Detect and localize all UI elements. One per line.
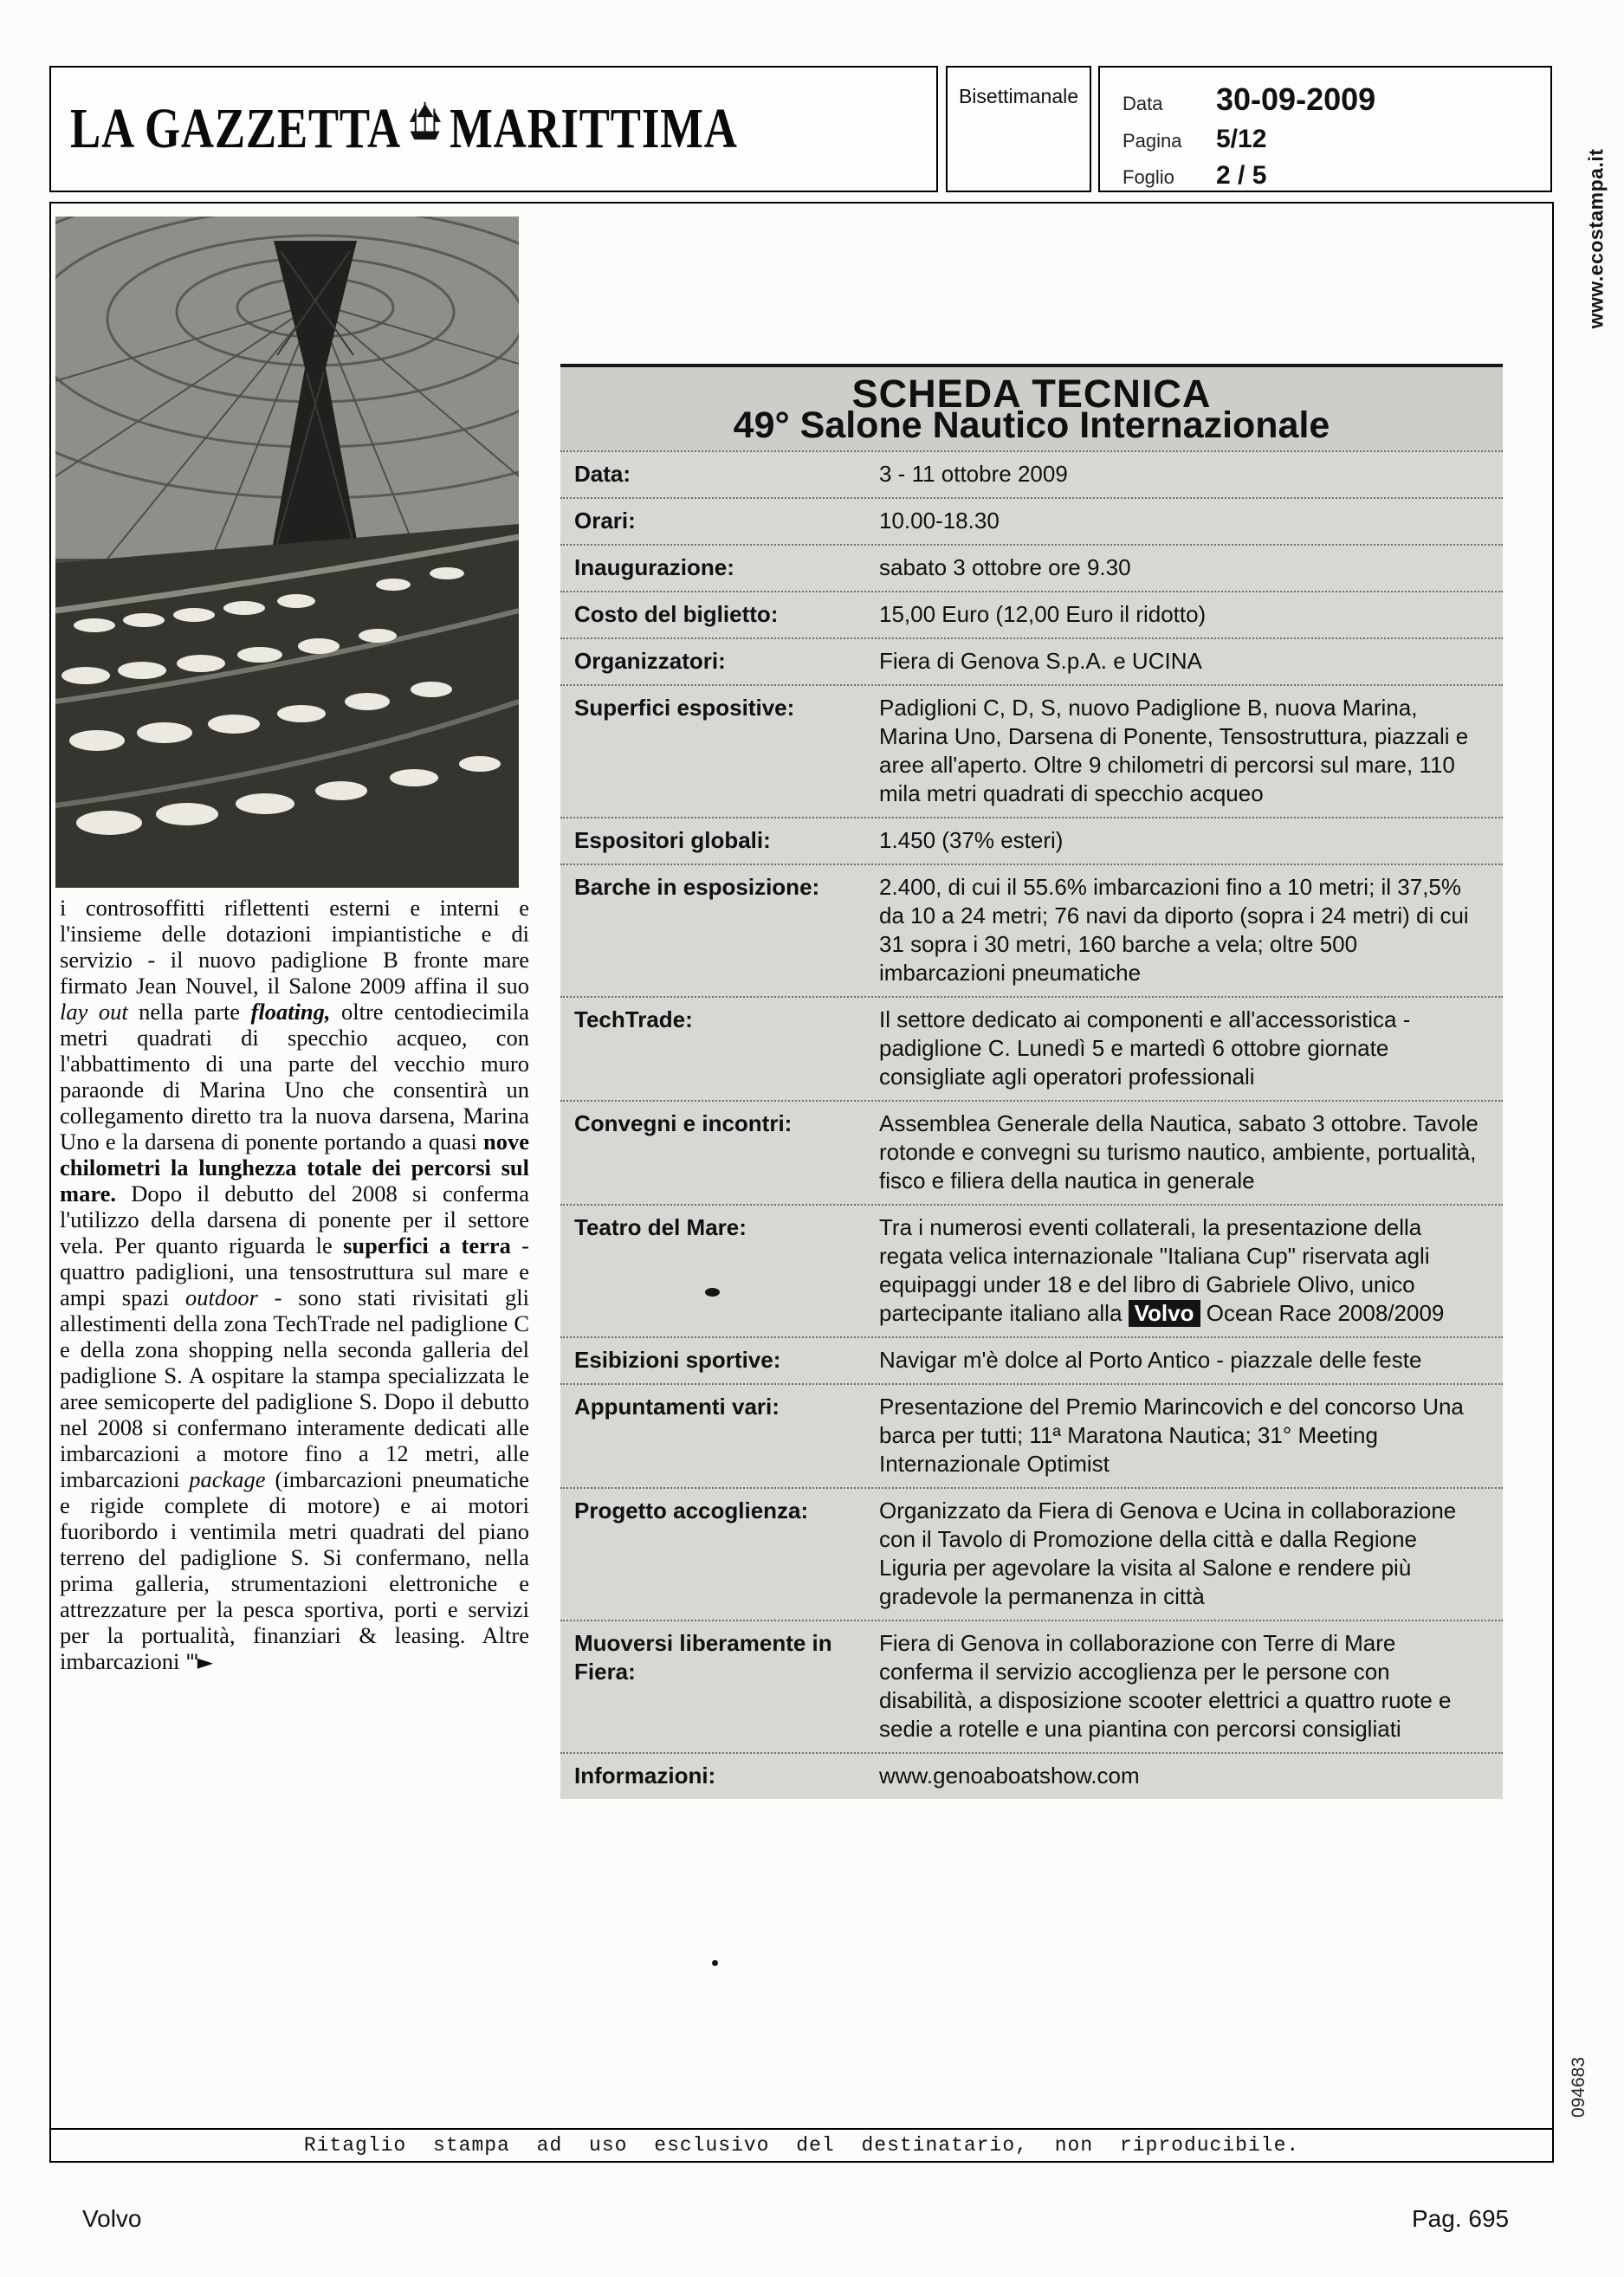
- article-segment: Dopo il debutto del 2008 si conferma l'utilizzo della darsena di ponente per il settore vela. Per quanto riguarda le: [60, 1181, 529, 1258]
- newspaper-title-left: LA GAZZETTA: [70, 97, 401, 160]
- sheet-title: SCHEDA TECNICA: [851, 372, 1212, 416]
- row-label: Muoversi liberamente in Fiera:: [574, 1630, 832, 1685]
- row-value: Fiera di Genova in collaborazione con Terre di Mare conferma il servizio accoglienza per le persone con disabilità, a disposizione scooter elettrici a quattro ruote e sedie a rotelle e una piantina con percorsi consigliati: [879, 1630, 1452, 1742]
- ink-speck: [712, 1960, 718, 1966]
- table-row: [560, 996, 1503, 1100]
- row-value: Padiglioni C, D, S, nuovo Padiglione B, nuova Marina, Marina Uno, Darsena di Ponente, Tensostruttura, piazzali e aree all'aperto. Oltre 9 chilometri di percorsi sul mare, 110 mila metri quadrati di specchio acqueo: [879, 695, 1469, 806]
- technical-sheet-header: [560, 367, 1503, 450]
- table-row: [560, 450, 1503, 497]
- table-row: [560, 1336, 1503, 1383]
- meta-row-date: [1123, 81, 1542, 118]
- table-row: [560, 497, 1503, 544]
- row-value: www.genoaboatshow.com: [879, 1763, 1140, 1789]
- row-value-text: Ocean Race 2008/2009: [1200, 1300, 1445, 1326]
- row-label: Data:: [574, 461, 631, 487]
- table-row-teatro-del-mare: [560, 1204, 1503, 1336]
- row-value: 3 - 11 ottobre 2009: [879, 461, 1068, 487]
- row-label: Orari:: [574, 508, 636, 534]
- table-row: [560, 1383, 1503, 1487]
- row-value: Organizzato da Fiera di Genova e Ucina in collaborazione con il Tavolo di Promozione della città e dalla Regione Liguria per agevolare la visita al Salone e rendere più gradevole la permanenza in città: [879, 1498, 1457, 1609]
- row-value: Fiera di Genova S.p.A. e UCINA: [879, 648, 1202, 674]
- row-label: Costo del biglietto:: [574, 601, 779, 627]
- row-label: Teatro del Mare:: [574, 1214, 747, 1240]
- page-number: Pag. 695: [1412, 2205, 1510, 2232]
- article-segment: lay out: [60, 999, 128, 1025]
- row-label: Convegni e incontri:: [574, 1110, 793, 1136]
- row-label: Espositori globali:: [574, 827, 771, 853]
- row-label: Progetto accoglienza:: [574, 1498, 809, 1523]
- footer-disclaimer: [51, 2128, 1552, 2161]
- clipping-frame: [49, 202, 1554, 2163]
- table-row: [560, 1487, 1503, 1620]
- row-value-text: Tra i numerosi eventi collaterali, la presentazione della regata velica internazionale "Italiana Cup" riservata agli equipaggi under 18 e del libro di Gabriele Olivo, unico partecipante italiano alla: [879, 1214, 1430, 1326]
- article-segment: - quattro padiglioni, una tensostruttura sul mare e ampi spazi: [60, 1232, 529, 1310]
- article-segment: - sono stati rivisitati gli allestimenti della zona TechTrade nel padiglione C e della zona shopping nella seconda galleria del padiglione S. A ospitare la stampa specializzata le aree semicoperte del padiglione S. Dopo il debutto nel 2008 si confermano interamente dedicati alle imbarcazioni a motore fino a 12 metri, alle imbarcazioni: [60, 1284, 530, 1492]
- table-row: [560, 1620, 1503, 1752]
- row-value: 15,00 Euro (12,00 Euro il ridotto): [879, 601, 1207, 627]
- table-row: [560, 1752, 1503, 1799]
- article-segment: package: [189, 1466, 266, 1492]
- row-label: Barche in esposizione:: [574, 874, 820, 900]
- row-label: Superfici espositive:: [574, 695, 795, 721]
- article-segment: superfici a terra: [343, 1232, 511, 1258]
- row-value: 1.450 (37% esteri): [879, 827, 1064, 853]
- article-segment: oltre centodiecimila metri quadrati di specchio acqueo, con l'abbattimento di una parte del vecchio muro paraonde di Marina Uno che consentirà un collegamento diretto tra la nuova darsena, Marina Uno e la darsena di ponente portando a quasi: [60, 999, 529, 1155]
- table-row: [560, 591, 1503, 637]
- client-name: Volvo: [82, 2205, 142, 2232]
- table-row: [560, 544, 1503, 591]
- table-row: [560, 637, 1503, 684]
- article-segment: outdoor: [184, 1284, 258, 1310]
- article-segment: i controsoffitti riflettenti esterni e interni e l'insieme delle dotazioni impiantistiche e di servizio - il nuovo padiglione B fronte mare firmato Jean Nouvel, il Salone 2009 affina il suo: [60, 895, 529, 999]
- exhibition-hall-illustration: [55, 217, 519, 888]
- table-row: [560, 1100, 1503, 1204]
- article-body: [60, 895, 529, 1675]
- page-value: 5/12: [1216, 125, 1267, 153]
- row-value: Navigar m'è dolce al Porto Antico - piazzale delle feste: [879, 1347, 1422, 1373]
- continuation-arrow-icon: '''►: [184, 1650, 212, 1674]
- page-label: Pagina: [1123, 130, 1182, 152]
- row-value: Il settore dedicato ai componenti e all'accessoristica - padiglione C. Lunedì 5 e martedì 6 ottobre giornate consigliate agli operatori professionali: [879, 1006, 1411, 1090]
- row-label: Inaugurazione:: [574, 554, 734, 580]
- volvo-highlight: Volvo: [1129, 1300, 1200, 1327]
- row-value: [879, 1213, 1489, 1328]
- row-label: TechTrade:: [574, 1006, 693, 1032]
- ink-speck: [705, 1288, 720, 1297]
- article-segment: (imbarcazioni pneumatiche e rigide complete di motore) e ai motori fuoribordo i ventimila metri quadrati del piano terreno del padiglione S. Si confermano, nella prima galleria, strumentazioni elettroniche e attrezzature per la pesca sportiva, porti e servizi per la portualità, finanziari & leasing. Altre imbarcazioni: [60, 1466, 529, 1674]
- frequency-label: Bisettimanale: [958, 85, 1079, 107]
- date-value: 30-09-2009: [1216, 81, 1376, 117]
- row-value: 2.400, di cui il 55.6% imbarcazioni fino a 10 metri; il 37,5% da 10 a 24 metri; 76 navi da diporto (sopra i 24 metri) di cui 31 sopra i 30 metri, 160 barche a vela; oltre 500 imbarcazioni pneumatiche: [879, 874, 1469, 986]
- date-label: Data: [1123, 93, 1163, 114]
- technical-sheet-table: [560, 364, 1503, 1799]
- row-value: 10.00-18.30: [879, 508, 1000, 534]
- row-label: Esibizioni sportive:: [574, 1347, 781, 1373]
- sheet-subtitle: 49° Salone Nautico Internazionale: [733, 404, 1330, 446]
- ship-icon: [405, 92, 445, 158]
- newspaper-title-right: MARITTIMA: [449, 97, 738, 160]
- press-code: 094683: [1569, 2056, 1588, 2119]
- meta-row-page: [1123, 125, 1542, 154]
- sheet-label: Foglio: [1123, 166, 1174, 188]
- publication-meta-box: [1098, 66, 1552, 192]
- ecostampa-watermark: www.ecostampa.it: [1584, 148, 1608, 329]
- row-value: Assemblea Generale della Nautica, sabato 3 ottobre. Tavole rotonde e convegni su turismo nautico, ambiente, portualità, fisco e filiera della nautica in generale: [879, 1110, 1478, 1193]
- masthead-box: [49, 66, 938, 192]
- row-label: Informazioni:: [574, 1763, 716, 1789]
- article-segment: nella parte: [127, 999, 251, 1025]
- article-segment: nove chilometri la lunghezza totale dei percorsi sul mare.: [60, 1129, 529, 1206]
- row-label: Appuntamenti vari:: [574, 1394, 780, 1420]
- exhibition-hall-photo: [55, 217, 519, 888]
- row-value: Presentazione del Premio Marincovich e del concorso Una barca per tutti; 11ª Maratona Nautica; 31° Meeting Internazionale Optimist: [879, 1394, 1464, 1477]
- table-row: [560, 864, 1503, 996]
- row-label: Organizzatori:: [574, 648, 726, 674]
- table-row: [560, 684, 1503, 817]
- row-value: sabato 3 ottobre ore 9.30: [879, 554, 1131, 580]
- disclaimer-text: Ritaglio stampa ad uso esclusivo del destinatario, non riproducibile.: [303, 2134, 1300, 2157]
- table-row: [560, 817, 1503, 864]
- article-segment: floating,: [250, 999, 331, 1025]
- meta-row-sheet: [1123, 161, 1542, 191]
- newspaper-title: [70, 92, 738, 166]
- frequency-box: [946, 66, 1091, 192]
- sheet-value: 2 / 5: [1216, 161, 1267, 190]
